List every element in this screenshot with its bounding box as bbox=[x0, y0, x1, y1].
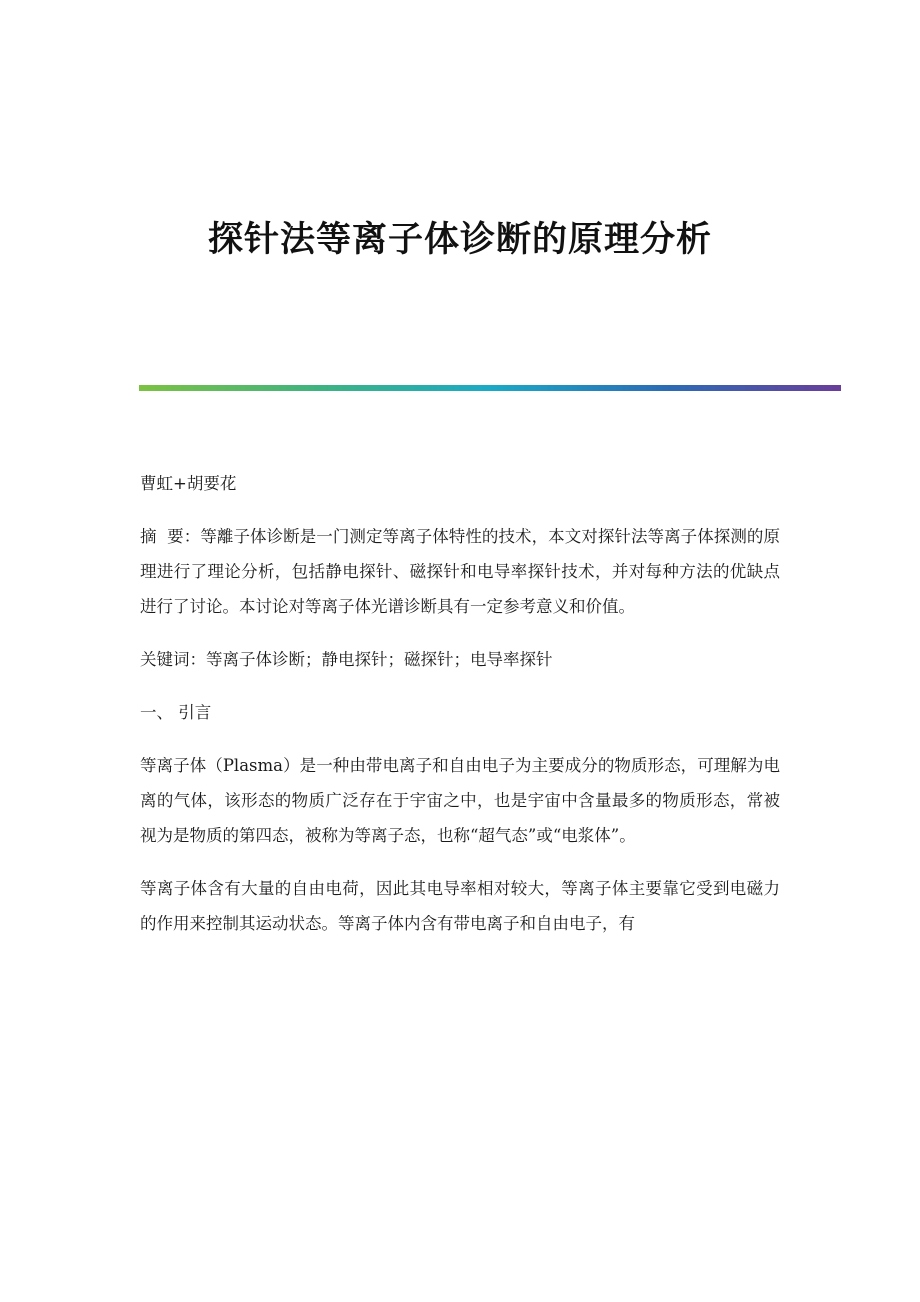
body-paragraph-1: 等离子体（Plasma）是一种由带电离子和自由电子为主要成分的物质形态，可理解为电离的气体，该形态的物质广泛存在于宇宙之中，也是宇宙中含量最多的物质形态，常被视为是物质的第四态，被称为等离子态，也称“超气态”或“电浆体”。 bbox=[140, 756, 780, 845]
abstract-paragraph bbox=[140, 519, 780, 624]
keywords-paragraph bbox=[140, 642, 780, 677]
body-paragraph-2: 等离子体含有大量的自由电荷，因此其电导率相对较大，等离子体主要靠它受到电磁力的作用来控制其运动状态。等离子体内含有带电离子和自由电子，有 bbox=[140, 879, 780, 933]
author-line: 曹虹+胡要花 bbox=[140, 474, 237, 493]
document-title: 探针法等离子体诊断的原理分析 bbox=[207, 219, 712, 260]
title-divider bbox=[139, 385, 841, 391]
abstract-text: 等離子体诊断是一门测定等离子体特性的技术，本文对探针法等离子体探测的原理进行了理论分析，包括静电探针、磁探针和电导率探针技术，并对每种方法的优缺点进行了讨论。本讨论对等离子体光谱诊断具有一定参考意义和价值。 bbox=[140, 527, 780, 616]
document-body bbox=[140, 466, 780, 959]
section-heading: 一、 引言 bbox=[140, 703, 212, 722]
abstract-label: 摘 要： bbox=[140, 527, 201, 546]
keywords-label: 关键词： bbox=[140, 650, 206, 669]
keywords-text: 等离子体诊断；静电探针；磁探针；电导率探针 bbox=[206, 650, 553, 669]
